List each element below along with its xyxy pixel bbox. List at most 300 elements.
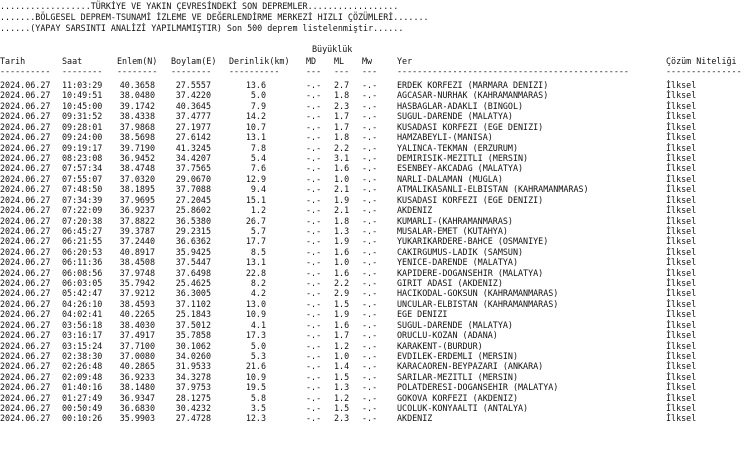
cell-quality: İlksel bbox=[666, 257, 697, 268]
cell-ml: 1.5 bbox=[334, 371, 350, 382]
cell-lon: 36.3005 bbox=[175, 288, 211, 299]
table-row bbox=[0, 341, 750, 351]
cell-md: -.- bbox=[306, 90, 322, 101]
cell-time: 07:22:09 bbox=[62, 205, 103, 215]
cell-date: 2024.06.27 bbox=[0, 246, 51, 257]
cell-quality: İlksel bbox=[666, 205, 697, 215]
cell-md: -.- bbox=[306, 340, 322, 351]
cell-quality: İlksel bbox=[666, 215, 697, 226]
cell-date: 2024.06.27 bbox=[0, 257, 51, 268]
cell-place: HACIKODAL-GOKSUN (KAHRAMANMARAS) bbox=[397, 288, 559, 299]
cell-time: 03:56:18 bbox=[62, 319, 103, 330]
cell-md: -.- bbox=[306, 80, 322, 90]
cell-ml: 1.0 bbox=[334, 350, 350, 361]
cell-md: -.- bbox=[306, 215, 322, 226]
cell-date: 2024.06.27 bbox=[0, 142, 51, 153]
cell-time: 06:20:53 bbox=[62, 246, 103, 257]
cell-mw: -.- bbox=[362, 121, 378, 132]
cell-place: AKDENIZ bbox=[397, 413, 433, 424]
cell-time: 05:42:47 bbox=[62, 288, 103, 299]
cell-ml: 1.0 bbox=[334, 257, 350, 268]
cell-place: UCOLUK-KONYAALTI (ANTALYA) bbox=[397, 403, 529, 413]
cell-lat: 37.4917 bbox=[119, 330, 155, 341]
cell-lon: 36.6362 bbox=[175, 236, 211, 247]
cell-quality: İlksel bbox=[666, 236, 697, 247]
cell-date: 2024.06.27 bbox=[0, 371, 51, 382]
cell-md: -.- bbox=[306, 173, 322, 184]
cell-quality: İlksel bbox=[666, 278, 697, 288]
cell-ml: 1.8 bbox=[334, 90, 350, 101]
cell-lat: 36.6830 bbox=[119, 403, 155, 413]
cell-depth: 9.4 bbox=[250, 184, 266, 195]
table-row bbox=[0, 143, 750, 153]
cell-date: 2024.06.27 bbox=[0, 309, 51, 320]
cell-lon: 30.1062 bbox=[175, 340, 211, 351]
cell-date: 2024.06.27 bbox=[0, 361, 51, 372]
cell-lon: 37.1102 bbox=[175, 298, 211, 309]
cell-quality: İlksel bbox=[666, 225, 697, 236]
cell-depth: 5.0 bbox=[250, 340, 266, 351]
cell-depth: 13.1 bbox=[245, 257, 266, 268]
cell-time: 02:38:30 bbox=[62, 350, 103, 361]
cell-date: 2024.06.27 bbox=[0, 80, 51, 90]
table-row bbox=[0, 236, 750, 246]
cell-quality: İlksel bbox=[666, 309, 697, 320]
cell-mw: -.- bbox=[362, 257, 378, 268]
cell-lat: 37.7100 bbox=[119, 340, 155, 351]
table-row bbox=[0, 403, 750, 413]
cell-date: 2024.06.27 bbox=[0, 319, 51, 330]
cell-time: 07:34:39 bbox=[62, 194, 103, 205]
cell-depth: 3.5 bbox=[250, 403, 266, 413]
cell-quality: İlksel bbox=[666, 80, 697, 90]
cell-ml: 1.9 bbox=[334, 309, 350, 320]
cell-lon: 25.4625 bbox=[175, 278, 211, 288]
cell-lon: 37.4777 bbox=[175, 111, 211, 122]
cell-md: -.- bbox=[306, 142, 322, 153]
column-underlines bbox=[0, 66, 750, 76]
underline-lon: -------- bbox=[171, 66, 212, 76]
cell-date: 2024.06.27 bbox=[0, 236, 51, 247]
cell-depth: 4.2 bbox=[250, 288, 266, 299]
cell-depth: 13.0 bbox=[245, 298, 266, 309]
cell-mw: -.- bbox=[362, 267, 378, 278]
cell-quality: İlksel bbox=[666, 350, 697, 361]
cell-ml: 1.7 bbox=[334, 330, 350, 341]
cell-place: KARACAOREN-BEYPAZARI (ANKARA) bbox=[397, 361, 544, 372]
cell-lon: 27.4728 bbox=[175, 413, 211, 424]
cell-depth: 15.1 bbox=[245, 194, 266, 205]
cell-time: 06:08:56 bbox=[62, 267, 103, 278]
cell-date: 2024.06.27 bbox=[0, 173, 51, 184]
cell-md: -.- bbox=[306, 267, 322, 278]
cell-lat: 36.9452 bbox=[119, 152, 155, 163]
banner-line-1: ..................TÜRKİYE VE YAKIN ÇEVRESİNDEKİ SON DEPREMLER.................. bbox=[0, 1, 399, 11]
cell-lat: 37.8822 bbox=[119, 215, 155, 226]
table-row bbox=[0, 101, 750, 111]
cell-ml: 1.9 bbox=[334, 194, 350, 205]
cell-depth: 1.2 bbox=[250, 205, 266, 215]
cell-lon: 29.0670 bbox=[175, 173, 211, 184]
cell-depth: 8.2 bbox=[250, 278, 266, 288]
table-row bbox=[0, 330, 750, 340]
cell-ml: 1.7 bbox=[334, 111, 350, 122]
cell-mw: -.- bbox=[362, 309, 378, 320]
cell-quality: İlksel bbox=[666, 142, 697, 153]
cell-quality: İlksel bbox=[666, 298, 697, 309]
cell-place: EVDILEK-ERDEMLI (MERSIN) bbox=[397, 350, 519, 361]
cell-md: -.- bbox=[306, 382, 322, 393]
cell-date: 2024.06.27 bbox=[0, 340, 51, 351]
cell-place: HASBAGLAR-ADAKLI (BINGOL) bbox=[397, 100, 524, 111]
cell-time: 01:27:49 bbox=[62, 392, 103, 403]
cell-md: -.- bbox=[306, 350, 322, 361]
cell-mw: -.- bbox=[362, 111, 378, 122]
cell-md: -.- bbox=[306, 361, 322, 372]
cell-lon: 41.3245 bbox=[175, 142, 211, 153]
cell-lat: 35.9903 bbox=[119, 413, 155, 424]
cell-md: -.- bbox=[306, 225, 322, 236]
cell-depth: 17.7 bbox=[245, 236, 266, 247]
cell-lon: 35.9425 bbox=[175, 246, 211, 257]
cell-date: 2024.06.27 bbox=[0, 90, 51, 101]
cell-md: -.- bbox=[306, 413, 322, 424]
cell-time: 04:26:10 bbox=[62, 298, 103, 309]
cell-place: AGCASAR-NURHAK (KAHRAMANMARAS) bbox=[397, 90, 549, 101]
underline-ml: --- bbox=[334, 66, 350, 76]
cell-md: -.- bbox=[306, 403, 322, 413]
cell-lat: 37.0320 bbox=[119, 173, 155, 184]
cell-md: -.- bbox=[306, 309, 322, 320]
cell-quality: İlksel bbox=[666, 288, 697, 299]
cell-lat: 37.9868 bbox=[119, 121, 155, 132]
cell-ml: 1.6 bbox=[334, 163, 350, 174]
table-row bbox=[0, 351, 750, 361]
cell-ml: 1.7 bbox=[334, 121, 350, 132]
cell-depth: 26.7 bbox=[245, 215, 266, 226]
cell-md: -.- bbox=[306, 278, 322, 288]
cell-mw: -.- bbox=[362, 319, 378, 330]
underline-date: ---------- bbox=[0, 66, 51, 76]
cell-date: 2024.06.27 bbox=[0, 225, 51, 236]
cell-md: -.- bbox=[306, 121, 322, 132]
cell-mw: -.- bbox=[362, 225, 378, 236]
cell-mw: -.- bbox=[362, 403, 378, 413]
cell-lat: 38.5698 bbox=[119, 132, 155, 143]
cell-time: 07:20:38 bbox=[62, 215, 103, 226]
cell-date: 2024.06.27 bbox=[0, 163, 51, 174]
cell-ml: 1.8 bbox=[334, 132, 350, 143]
cell-md: -.- bbox=[306, 298, 322, 309]
cell-time: 10:49:51 bbox=[62, 90, 103, 101]
cell-time: 07:48:50 bbox=[62, 184, 103, 195]
cell-place: GIRIT ADASI (AKDENIZ) bbox=[397, 278, 503, 288]
cell-mw: -.- bbox=[362, 205, 378, 215]
cell-lat: 40.3658 bbox=[119, 80, 155, 90]
cell-quality: İlksel bbox=[666, 194, 697, 205]
cell-md: -.- bbox=[306, 100, 322, 111]
cell-md: -.- bbox=[306, 184, 322, 195]
cell-depth: 8.5 bbox=[250, 246, 266, 257]
cell-lat: 38.1480 bbox=[119, 382, 155, 393]
cell-lat: 38.4030 bbox=[119, 319, 155, 330]
cell-lon: 27.6142 bbox=[175, 132, 211, 143]
table-row bbox=[0, 257, 750, 267]
col-header-time: Saat bbox=[62, 56, 83, 66]
cell-lat: 38.4338 bbox=[119, 111, 155, 122]
cell-lon: 36.5380 bbox=[175, 215, 211, 226]
cell-time: 01:40:16 bbox=[62, 382, 103, 393]
cell-ml: 2.7 bbox=[334, 80, 350, 90]
cell-ml: 1.2 bbox=[334, 392, 350, 403]
cell-lat: 37.9212 bbox=[119, 288, 155, 299]
cell-mw: -.- bbox=[362, 288, 378, 299]
cell-mw: -.- bbox=[362, 298, 378, 309]
col-header-md: MD bbox=[306, 56, 317, 66]
cell-date: 2024.06.27 bbox=[0, 194, 51, 205]
cell-place: POLATDERESI-DOGANSEHIR (MALATYA) bbox=[397, 382, 559, 393]
cell-mw: -.- bbox=[362, 142, 378, 153]
cell-md: -.- bbox=[306, 330, 322, 341]
cell-mw: -.- bbox=[362, 371, 378, 382]
cell-time: 10:45:00 bbox=[62, 100, 103, 111]
cell-md: -.- bbox=[306, 288, 322, 299]
cell-ml: 3.1 bbox=[334, 152, 350, 163]
underline-time: -------- bbox=[62, 66, 103, 76]
cell-ml: 2.2 bbox=[334, 142, 350, 153]
cell-depth: 10.9 bbox=[245, 371, 266, 382]
cell-lat: 37.9748 bbox=[119, 267, 155, 278]
cell-place: SUGUL-DARENDE (MALATYA) bbox=[397, 319, 513, 330]
table-row bbox=[0, 372, 750, 382]
cell-lon: 34.0260 bbox=[175, 350, 211, 361]
cell-lat: 37.9695 bbox=[119, 194, 155, 205]
cell-lat: 35.7942 bbox=[119, 278, 155, 288]
cell-date: 2024.06.27 bbox=[0, 111, 51, 122]
cell-lat: 36.9237 bbox=[119, 205, 155, 215]
magnitude-group-header: Büyüklük bbox=[312, 44, 353, 54]
cell-place: DEMIRISIK-MEZITLI (MERSIN) bbox=[397, 152, 529, 163]
cell-lat: 37.0080 bbox=[119, 350, 155, 361]
table-row bbox=[0, 320, 750, 330]
table-row bbox=[0, 80, 750, 90]
cell-ml: 1.5 bbox=[334, 403, 350, 413]
cell-depth: 5.3 bbox=[250, 350, 266, 361]
cell-depth: 5.4 bbox=[250, 152, 266, 163]
cell-quality: İlksel bbox=[666, 403, 697, 413]
cell-quality: İlksel bbox=[666, 132, 697, 143]
cell-md: -.- bbox=[306, 132, 322, 143]
table-row bbox=[0, 184, 750, 194]
cell-date: 2024.06.27 bbox=[0, 215, 51, 226]
cell-time: 06:21:55 bbox=[62, 236, 103, 247]
table-row bbox=[0, 122, 750, 132]
cell-date: 2024.06.27 bbox=[0, 132, 51, 143]
cell-ml: 2.1 bbox=[334, 184, 350, 195]
cell-quality: İlksel bbox=[666, 392, 697, 403]
cell-mw: -.- bbox=[362, 194, 378, 205]
cell-depth: 7.9 bbox=[250, 100, 266, 111]
cell-quality: İlksel bbox=[666, 413, 697, 424]
cell-lat: 40.8917 bbox=[119, 246, 155, 257]
cell-quality: İlksel bbox=[666, 111, 697, 122]
cell-date: 2024.06.27 bbox=[0, 330, 51, 341]
cell-depth: 5.0 bbox=[250, 90, 266, 101]
cell-date: 2024.06.27 bbox=[0, 288, 51, 299]
cell-depth: 19.5 bbox=[245, 382, 266, 393]
cell-quality: İlksel bbox=[666, 100, 697, 111]
cell-ml: 2.1 bbox=[334, 205, 350, 215]
cell-depth: 13.6 bbox=[245, 80, 266, 90]
underline-lat: -------- bbox=[117, 66, 158, 76]
cell-md: -.- bbox=[306, 246, 322, 257]
cell-lon: 27.1977 bbox=[175, 121, 211, 132]
cell-time: 02:26:48 bbox=[62, 361, 103, 372]
table-row bbox=[0, 393, 750, 403]
cell-lat: 37.2440 bbox=[119, 236, 155, 247]
table-row bbox=[0, 382, 750, 392]
cell-date: 2024.06.27 bbox=[0, 267, 51, 278]
underline-quality: --------------- bbox=[666, 66, 742, 76]
cell-lon: 35.7858 bbox=[175, 330, 211, 341]
cell-place: AKDENIZ bbox=[397, 205, 433, 215]
cell-date: 2024.06.27 bbox=[0, 100, 51, 111]
cell-date: 2024.06.27 bbox=[0, 205, 51, 215]
cell-md: -.- bbox=[306, 152, 322, 163]
table-row bbox=[0, 174, 750, 184]
cell-place: NARLI-DALAMAN (MUGLA) bbox=[397, 173, 503, 184]
cell-quality: İlksel bbox=[666, 371, 697, 382]
underline-mw: --- bbox=[362, 66, 378, 76]
banner-line-3: ......(YAPAY SARSINTI ANALİZİ YAPILMAMIŞTIR) Son 500 deprem listelenmiştir...... bbox=[0, 23, 404, 33]
cell-lon: 37.4220 bbox=[175, 90, 211, 101]
cell-mw: -.- bbox=[362, 152, 378, 163]
cell-depth: 5.7 bbox=[250, 225, 266, 236]
cell-place: CAKIRGUMUS-LADIK (SAMSUN) bbox=[397, 246, 524, 257]
cell-depth: 7.6 bbox=[250, 163, 266, 174]
cell-date: 2024.06.27 bbox=[0, 278, 51, 288]
cell-depth: 13.1 bbox=[245, 132, 266, 143]
cell-ml: 1.8 bbox=[334, 215, 350, 226]
col-header-ml: ML bbox=[334, 56, 345, 66]
cell-lon: 37.5447 bbox=[175, 257, 211, 268]
cell-quality: İlksel bbox=[666, 184, 697, 195]
underline-depth: ---------- bbox=[229, 66, 280, 76]
cell-quality: İlksel bbox=[666, 319, 697, 330]
cell-lon: 40.3645 bbox=[175, 100, 211, 111]
cell-md: -.- bbox=[306, 392, 322, 403]
col-header-place: Yer bbox=[397, 56, 413, 66]
cell-lon: 34.3278 bbox=[175, 371, 211, 382]
cell-place: KARAKENT-(BURDUR) bbox=[397, 340, 483, 351]
table-row bbox=[0, 90, 750, 100]
cell-quality: İlksel bbox=[666, 361, 697, 372]
cell-date: 2024.06.27 bbox=[0, 298, 51, 309]
cell-quality: İlksel bbox=[666, 173, 697, 184]
cell-ml: 1.6 bbox=[334, 319, 350, 330]
cell-mw: -.- bbox=[362, 392, 378, 403]
col-header-lon: Boylam(E) bbox=[171, 56, 217, 66]
cell-lon: 29.2315 bbox=[175, 225, 211, 236]
table-row bbox=[0, 309, 750, 319]
underline-place: ---------------------------------------------- bbox=[397, 66, 629, 76]
cell-depth: 10.7 bbox=[245, 121, 266, 132]
cell-lat: 39.7190 bbox=[119, 142, 155, 153]
table-row bbox=[0, 205, 750, 215]
cell-date: 2024.06.27 bbox=[0, 152, 51, 163]
cell-md: -.- bbox=[306, 236, 322, 247]
cell-place: ESENBEY-AKCADAG (MALATYA) bbox=[397, 163, 524, 174]
column-headers bbox=[0, 56, 750, 66]
col-header-date: Tarih bbox=[0, 56, 26, 66]
cell-date: 2024.06.27 bbox=[0, 392, 51, 403]
cell-lon: 28.1275 bbox=[175, 392, 211, 403]
cell-quality: İlksel bbox=[666, 382, 697, 393]
cell-mw: -.- bbox=[362, 382, 378, 393]
cell-md: -.- bbox=[306, 371, 322, 382]
table-row bbox=[0, 163, 750, 173]
cell-place: YALINCA-TEKMAN (ERZURUM) bbox=[397, 142, 519, 153]
cell-lat: 38.4593 bbox=[119, 298, 155, 309]
cell-mw: -.- bbox=[362, 163, 378, 174]
cell-time: 04:02:41 bbox=[62, 309, 103, 320]
cell-time: 00:10:26 bbox=[62, 413, 103, 424]
cell-ml: 1.3 bbox=[334, 225, 350, 236]
cell-lat: 36.9347 bbox=[119, 392, 155, 403]
cell-place: MUSALAR-EMET (KUTAHYA) bbox=[397, 225, 508, 236]
table-row bbox=[0, 278, 750, 288]
cell-lon: 25.1843 bbox=[175, 309, 211, 320]
cell-ml: 1.2 bbox=[334, 340, 350, 351]
cell-md: -.- bbox=[306, 194, 322, 205]
cell-mw: -.- bbox=[362, 173, 378, 184]
cell-mw: -.- bbox=[362, 100, 378, 111]
cell-date: 2024.06.27 bbox=[0, 413, 51, 424]
cell-place: GOKOVA KORFEZI (AKDENIZ) bbox=[397, 392, 519, 403]
cell-time: 02:09:48 bbox=[62, 371, 103, 382]
cell-mw: -.- bbox=[362, 350, 378, 361]
cell-place: ERDEK KORFEZI (MARMARA DENIZI) bbox=[397, 80, 549, 90]
cell-time: 11:03:29 bbox=[62, 80, 103, 90]
cell-time: 06:45:27 bbox=[62, 225, 103, 236]
cell-place: EGE DENIZI bbox=[397, 309, 448, 320]
cell-lon: 30.4232 bbox=[175, 403, 211, 413]
cell-depth: 12.9 bbox=[245, 173, 266, 184]
cell-mw: -.- bbox=[362, 215, 378, 226]
cell-lat: 40.2865 bbox=[119, 361, 155, 372]
cell-lat: 40.2265 bbox=[119, 309, 155, 320]
cell-lon: 37.7088 bbox=[175, 184, 211, 195]
cell-quality: İlksel bbox=[666, 246, 697, 257]
col-header-mw: Mw bbox=[362, 56, 373, 66]
table-row bbox=[0, 299, 750, 309]
cell-time: 06:03:05 bbox=[62, 278, 103, 288]
cell-mw: -.- bbox=[362, 132, 378, 143]
table-row bbox=[0, 226, 750, 236]
cell-depth: 14.2 bbox=[245, 111, 266, 122]
cell-mw: -.- bbox=[362, 340, 378, 351]
cell-ml: 1.5 bbox=[334, 298, 350, 309]
cell-mw: -.- bbox=[362, 413, 378, 424]
cell-md: -.- bbox=[306, 111, 322, 122]
cell-time: 00:50:49 bbox=[62, 403, 103, 413]
cell-lat: 38.4508 bbox=[119, 257, 155, 268]
cell-time: 03:16:17 bbox=[62, 330, 103, 341]
cell-time: 09:31:52 bbox=[62, 111, 103, 122]
cell-ml: 2.3 bbox=[334, 100, 350, 111]
cell-place: UNCULAR-ELBISTAN (KAHRAMANMARAS) bbox=[397, 298, 559, 309]
cell-date: 2024.06.27 bbox=[0, 403, 51, 413]
